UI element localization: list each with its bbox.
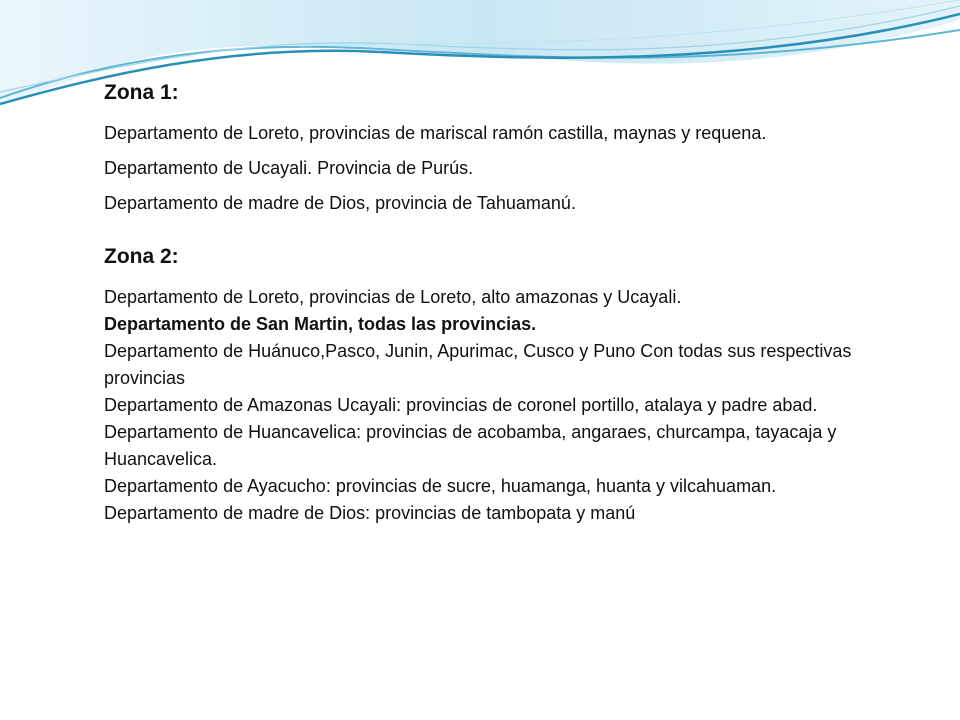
zona-2-item: Departamento de Ayacucho: provincias de sucre, huamanga, huanta y vilcahuaman.: [104, 476, 777, 496]
zona-2-item: Departamento de Amazonas Ucayali: provincias de coronel portillo, atalaya y padre abad.: [104, 395, 818, 415]
zona-2-item: Departamento de madre de Dios: provincias de tambopata y manú: [104, 503, 636, 523]
zona-1-title: Zona 1:: [104, 81, 179, 104]
zona-2-title: Zona 2:: [104, 245, 179, 268]
zona-1-item: Departamento de Ucayali. Provincia de Purús.: [104, 158, 474, 178]
zona-1-item: Departamento de madre de Dios, provincia de Tahuamanú.: [104, 193, 576, 213]
zona-2-item: Departamento de Loreto, provincias de Loreto, alto amazonas y Ucayali.: [104, 287, 682, 307]
zona-2-item: Departamento de Huánuco,Pasco, Junin, Apurimac, Cusco y Puno Con todas sus respectivas provincias: [104, 341, 852, 388]
zona-2-item: Departamento de San Martin, todas las provincias.: [104, 314, 537, 334]
zona-1-item: Departamento de Loreto, provincias de mariscal ramón castilla, maynas y requena.: [104, 123, 767, 143]
slide-content: [104, 78, 934, 527]
zona-2-item: Departamento de Huancavelica: provincias de acobamba, angaraes, churcampa, tayacaja y Huancavelica.: [104, 422, 837, 469]
